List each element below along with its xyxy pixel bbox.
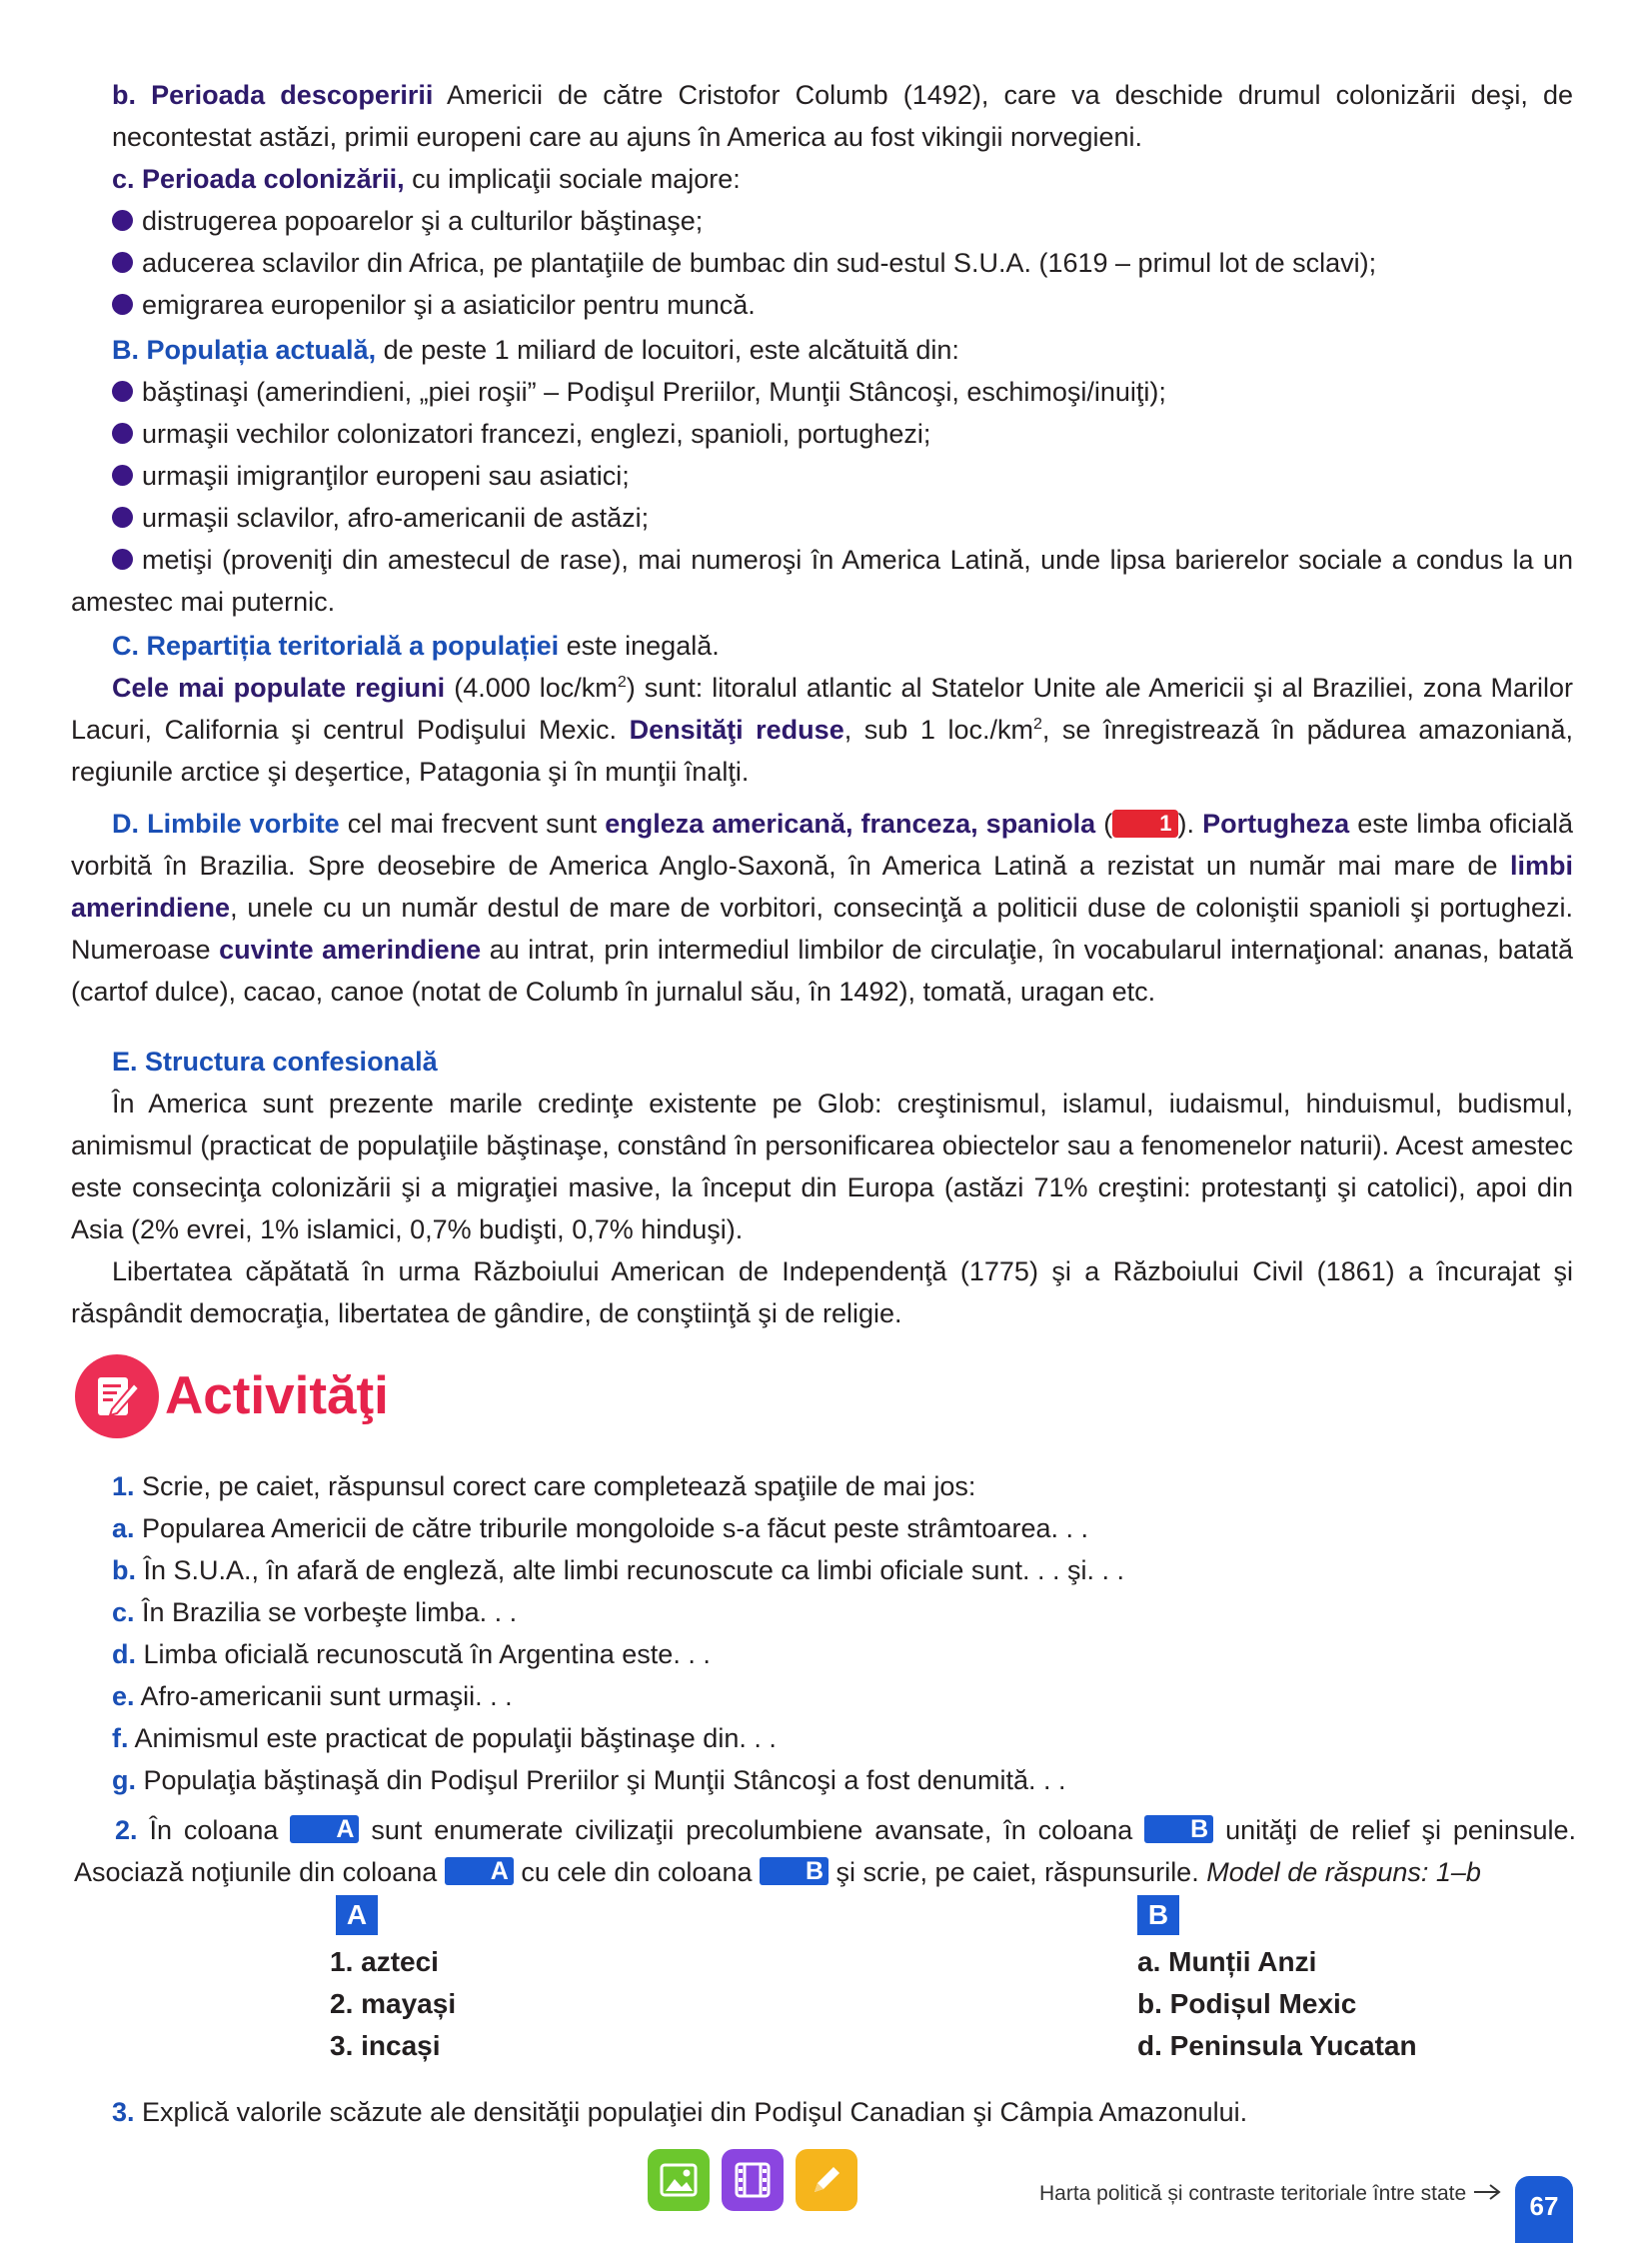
languages-heading: D. Limbile vorbite bbox=[112, 809, 340, 839]
list-item: e. Afro-americanii sunt urmaşii. . . bbox=[112, 1681, 513, 1711]
population-section bbox=[71, 329, 1573, 623]
image-icon bbox=[660, 2163, 698, 2197]
edit-button[interactable] bbox=[796, 2149, 857, 2211]
pencil-icon bbox=[809, 2162, 844, 2198]
paragraph-discovery: b. Perioada descoperirii Americii de către Cristofor Columb (1492), care va deschide drumul colonizării deşi, de necontestat astăzi, primii europeni care au ajuns în America au fost vikingii norvegieni. bbox=[112, 80, 1573, 152]
arrow-right-icon bbox=[1472, 2182, 1502, 2202]
exercise-1-prompt: 1. Scrie, pe caiet, răspunsul corect care completează spaţiile de mai jos: bbox=[112, 1471, 976, 1501]
column-b-header: B bbox=[1137, 1895, 1179, 1935]
bullet-icon bbox=[112, 507, 133, 528]
figure-ref-badge[interactable]: 1 bbox=[1112, 810, 1177, 838]
column-b-list bbox=[1137, 1941, 1417, 2067]
list-item: 2. mayași bbox=[330, 1988, 457, 2019]
page-number: 67 bbox=[1515, 2176, 1573, 2243]
list-item: 3. incași bbox=[330, 2030, 441, 2061]
bullet-icon bbox=[112, 549, 133, 570]
bullet-icon bbox=[112, 381, 133, 402]
answer-model: Model de răspuns: 1–b bbox=[1206, 1857, 1481, 1887]
video-button[interactable] bbox=[722, 2149, 784, 2211]
population-paragraph: B. Populația actuală, de peste 1 miliard de locuitori, este alcătuită din: bbox=[112, 335, 959, 365]
activities-title: Activităţi bbox=[165, 1366, 389, 1425]
exercise-2 bbox=[74, 1809, 1576, 1893]
paragraph-colonization: c. Perioada colonizării, cu implicaţii sociale majore: bbox=[112, 164, 741, 194]
list-item: 1. azteci bbox=[330, 1946, 439, 1977]
religion-section bbox=[71, 1041, 1573, 1334]
list-item: băştinaşi (amerindieni, „piei roşii” – Podişul Preriilor, Munţii Stâncoşi, eschimoşi/inuiţi); bbox=[71, 371, 1573, 413]
colonization-heading: c. Perioada colonizării, bbox=[112, 164, 405, 194]
population-heading: B. Populația actuală, bbox=[112, 335, 377, 365]
list-item: a. Munții Anzi bbox=[1137, 1946, 1317, 1977]
list-item: c. În Brazilia se vorbeşte limba. . . bbox=[112, 1597, 518, 1627]
column-a-list bbox=[330, 1941, 456, 2067]
bullet-icon bbox=[112, 465, 133, 486]
list-item: d. Peninsula Yucatan bbox=[1137, 2030, 1417, 2061]
bullet-icon bbox=[112, 423, 133, 444]
column-b-badge: B bbox=[1144, 1815, 1213, 1843]
list-item: aducerea sclavilor din Africa, pe plantaţiile de bumbac din sud-estul S.U.A. (1619 – primul lot de sclavi); bbox=[71, 242, 1573, 284]
bullet-icon bbox=[112, 294, 133, 315]
exercise-3 bbox=[71, 2091, 1573, 2133]
exercise-3-prompt: 3. Explică valorile scăzute ale densităţii populaţiei din Podişul Canadian şi Câmpia Amazonului. bbox=[112, 2097, 1248, 2127]
density-paragraph: Cele mai populate regiuni (4.000 loc/$km^2$) sunt: litoralul atlantic al Statelor Unite ale Americii şi al Braziliei, zona Marilor Lacuri, California şi centrul Podişului Mexic. Densităţi reduse, sub 1 $loc./km^2$, se înregistrează în pădurea amazoniană, regiunile arctice şi deşertice, Patagonia şi în munţii înalţi. bbox=[71, 673, 1573, 787]
chapter-link[interactable]: Harta politică și contraste teritoriale între state bbox=[1039, 2179, 1502, 2209]
list-item: b. Podișul Mexic bbox=[1137, 1988, 1357, 2019]
bullet-icon bbox=[112, 210, 133, 231]
discovery-heading: b. Perioada descoperirii bbox=[112, 80, 434, 110]
languages-section bbox=[71, 803, 1573, 1013]
bullet-icon bbox=[112, 252, 133, 273]
list-item: b. În S.U.A., în afară de engleză, alte limbi recunoscute ca limbi oficiale sunt. . . şi. . . bbox=[112, 1555, 1124, 1585]
religion-paragraph: În America sunt prezente marile credinţe existente pe Glob: creştinismul, islamul, iudaismul, hinduismul, budismul, animismul (practicat de populaţiile băştinaşe, constând în personificarea obiectelor sau a fenomenelor naturii). Acest amestec este consecinţa colonizării şi a migraţiei masive, la început din Europa (astăzi 71% creştini: protestanţi şi catolici), apoi din Asia (2% evrei, 1% islamici, 0,7% budişti, 0,7% hinduşi). bbox=[71, 1089, 1573, 1244]
activities-header bbox=[75, 1351, 389, 1441]
list-item: emigrarea europenilor şi a asiaticilor pentru muncă. bbox=[71, 284, 1573, 326]
list-item: urmaşii sclavilor, afro-americanii de astăzi; bbox=[71, 497, 1573, 539]
column-a-badge: A bbox=[445, 1857, 514, 1885]
list-item: d. Limba oficială recunoscută în Argentina este. . . bbox=[112, 1639, 711, 1669]
exercise-2-prompt: 2. În coloana A sunt enumerate civilizaţii precolumbiene avansate, în coloana B unităţi de relief şi peninsule. Asociază noţiunile din coloana A cu cele din coloana B şi scrie, pe caiet, răspunsurile. Model de răspuns: 1–b bbox=[74, 1815, 1576, 1887]
column-b-badge: B bbox=[760, 1857, 828, 1885]
image-button[interactable] bbox=[648, 2149, 710, 2211]
list-item: metişi (proveniţi din amestecul de rase), mai numeroşi în America Latină, unde lipsa barierelor sociale a condus la un amestec mai puternic. bbox=[71, 545, 1573, 617]
film-icon bbox=[734, 2162, 772, 2198]
distribution-paragraph: C. Repartiția teritorială a populației este inegală. bbox=[112, 631, 720, 661]
languages-paragraph: D. Limbile vorbite cel mai frecvent sunt engleza americană, franceza, spaniola ( 1 ). Portugheza este limba oficială vorbită în Brazilia. Spre deosebire de America Anglo-Saxonă, în America Latină a rezistat un număr mai mare de limbi amerindiene, unele cu un număr destul de mare de vorbitori, consecinţă a politicii duse de coloniştii spanioli şi portughezi. Numeroase cuvinte amerindiene au intrat, prin intermediul limbilor de circulaţie, în vocabularul internaţional: ananas, batată (cartof dulce), cacao, canoe (notat de Columb în jurnalul său, în 1492), tomată, uragan etc. bbox=[71, 809, 1573, 1007]
list-item: g. Populaţia băştinaşă din Podişul Preriilor şi Munţii Stâncoşi a fost denumită. . . bbox=[112, 1765, 1066, 1795]
column-a-header: A bbox=[336, 1895, 378, 1935]
list-item: f. Animismul este practicat de populaţii băştinaşe din. . . bbox=[112, 1723, 777, 1753]
freedom-paragraph: Libertatea căpătată în urma Războiului American de Independenţă (1775) şi a Războiului Civil (1861) a încurajat şi răspândit democraţia, libertatea de gândire, de conştiinţă şi de religie. bbox=[71, 1256, 1573, 1328]
column-a-badge: A bbox=[290, 1815, 359, 1843]
list-item: urmaşii vechilor colonizatori francezi, englezi, spanioli, portughezi; bbox=[71, 413, 1573, 455]
history-section bbox=[71, 74, 1573, 326]
exercise-1 bbox=[71, 1465, 1573, 1801]
distribution-section bbox=[71, 625, 1573, 793]
distribution-heading: C. Repartiția teritorială a populației bbox=[112, 631, 560, 661]
list-item: a. Popularea Americii de către triburile mongoloide s-a făcut peste strâmtoarea. . . bbox=[112, 1513, 1088, 1543]
list-item: urmaşii imigranţilor europeni sau asiatici; bbox=[71, 455, 1573, 497]
pencil-note-icon bbox=[75, 1354, 159, 1438]
religion-heading: E. Structura confesională bbox=[112, 1047, 438, 1077]
list-item: distrugerea popoarelor şi a culturilor băştinaşe; bbox=[71, 200, 1573, 242]
